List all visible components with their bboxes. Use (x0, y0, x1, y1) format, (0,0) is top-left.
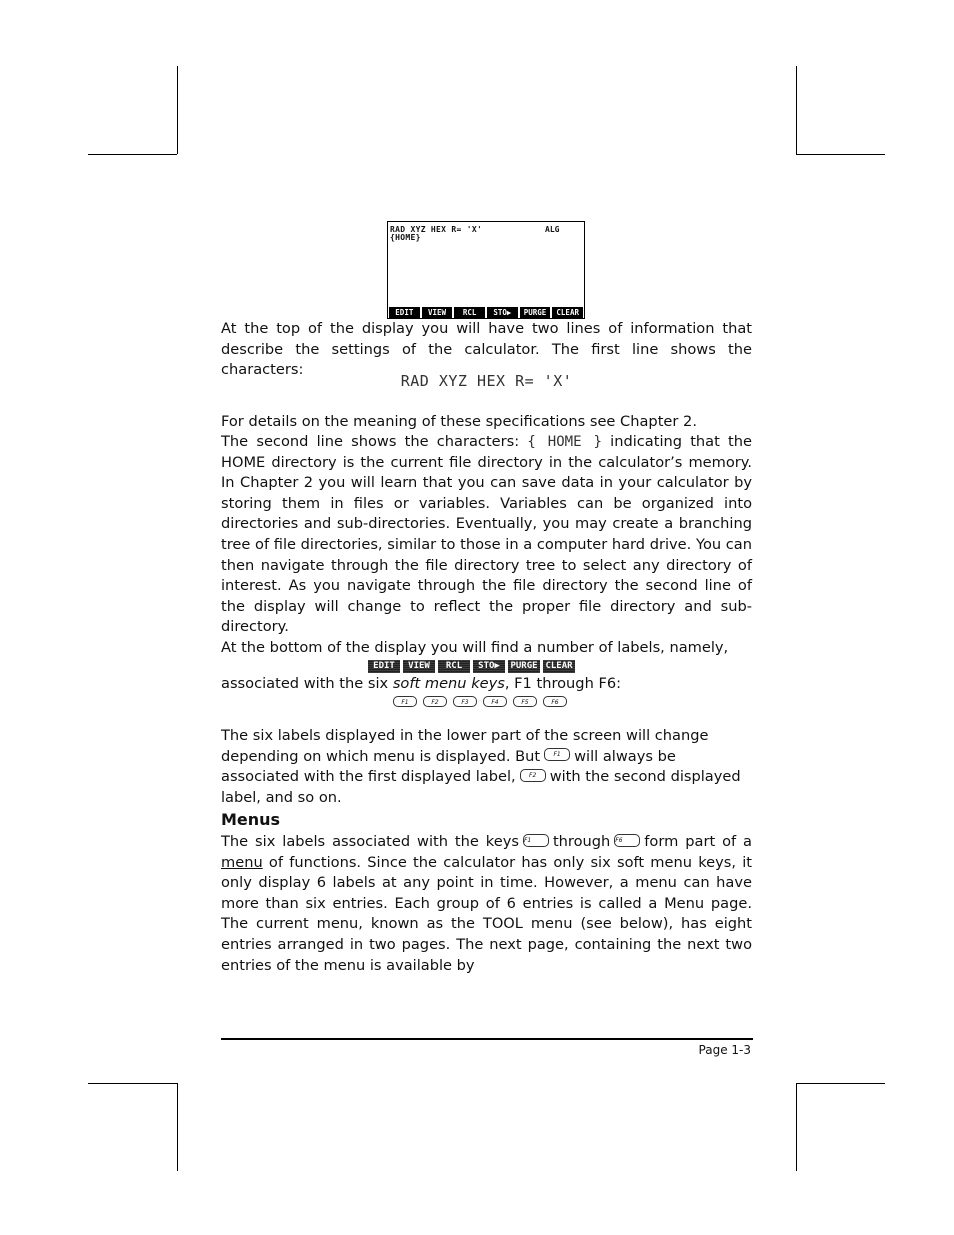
soft-menu-label: STO▶ (473, 660, 505, 673)
paragraph (221, 832, 752, 976)
display-menu-label: VIEW (422, 307, 453, 318)
display-directory-line: {HOME} (390, 233, 421, 242)
f1-key-icon: F1 (393, 696, 417, 707)
paragraph: At the top of the display you will have two lines of information that describe the settings of the calculator. The first line shows the characters: (221, 320, 752, 379)
display-menu-label: PURGE (520, 307, 551, 318)
paragraph: At the bottom of the display you will find a number of labels, namely, (221, 639, 729, 656)
display-menu-bar (388, 307, 584, 318)
crop-mark (88, 154, 177, 155)
page-number: Page 1-3 (698, 1043, 751, 1057)
soft-menu-label: EDIT (368, 660, 400, 673)
crop-mark (796, 66, 797, 154)
display-mode: ALG (545, 225, 560, 234)
display-menu-label: CLEAR (552, 307, 583, 318)
crop-mark (88, 1083, 177, 1084)
section-heading: Menus (221, 810, 281, 829)
paragraph-text: through (552, 833, 611, 850)
paragraph-text: of functions. Since the calculator has only six soft menu keys, it only display 6 labels at any point in time. However, a menu can have more than six entries. Each group of 6 entries is called a Menu page. The current menu, known as the TOOL menu (see below), has eight entries arranged in two pages. The next page, containing the next two entries of the menu is available by (221, 853, 752, 974)
calculator-display (387, 221, 585, 319)
paragraph-text: form part of a (644, 833, 753, 850)
paragraph-text: with the second displayed label, and so on. (221, 768, 741, 806)
paragraph: For details on the meaning of these specifications see Chapter 2. (221, 413, 697, 430)
f1-key-icon: F1 (523, 834, 549, 847)
display-menu-label: RCL (454, 307, 485, 318)
f2-key-icon: F2 (423, 696, 447, 707)
paragraph-text: will always be associated with the first displayed label, (221, 747, 676, 786)
f2-key-icon: F2 (520, 769, 546, 782)
soft-menu-label: VIEW (403, 660, 435, 673)
paragraph (221, 432, 752, 638)
f6-key-icon: F6 (543, 696, 567, 707)
soft-menu-label: CLEAR (543, 660, 575, 673)
paragraph-text: associated with the six (221, 675, 393, 692)
paragraph-text: The six labels associated with the keys (221, 833, 519, 850)
crop-mark (177, 1083, 178, 1171)
paragraph-text: indicating that the HOME directory is the current file directory in the calculator’s memory. In Chapter 2 you will learn that you can save data in your calculator by storing them in files or variables. Variables can be organized into directories and sub-directories. Eventually, you may create a branching tree of file directories, similar to those in a computer hard drive. You can then navigate through the file directory tree to select any directory of interest. As you navigate through the file directory the second line of the display will change to reflect the proper file directory and sub-directory. (221, 433, 752, 636)
f5-key-icon: F5 (513, 696, 537, 707)
soft-menu-label: PURGE (508, 660, 540, 673)
home-characters: { HOME } (527, 434, 602, 450)
display-menu-label: STO▶ (487, 307, 518, 318)
paragraph (221, 674, 752, 695)
crop-mark (796, 1083, 797, 1171)
menu-term: menu (221, 853, 263, 871)
paragraph-text: The second line shows the characters: (221, 433, 520, 450)
function-keys (393, 696, 567, 707)
soft-menu-label: RCL (438, 660, 470, 673)
display-status-line: RAD XYZ HEX R= 'X' (390, 225, 483, 234)
f4-key-icon: F4 (483, 696, 507, 707)
crop-mark (796, 1083, 885, 1084)
f3-key-icon: F3 (453, 696, 477, 707)
soft-menu-labels (368, 660, 575, 673)
f1-key-icon: F1 (544, 748, 570, 761)
footer-rule (221, 1038, 753, 1040)
f6-key-icon: F6 (614, 834, 640, 847)
crop-mark (796, 154, 885, 155)
paragraph (221, 726, 752, 808)
emphasis: soft menu keys (392, 675, 505, 692)
paragraph-text: , F1 through F6: (504, 675, 622, 692)
paragraph-text: The six labels displayed in the lower part of the screen will change depending on which menu is displayed. But (221, 727, 709, 765)
crop-mark (177, 66, 178, 154)
display-menu-label: EDIT (389, 307, 420, 318)
settings-line: RAD XYZ HEX R= 'X' (400, 372, 573, 390)
